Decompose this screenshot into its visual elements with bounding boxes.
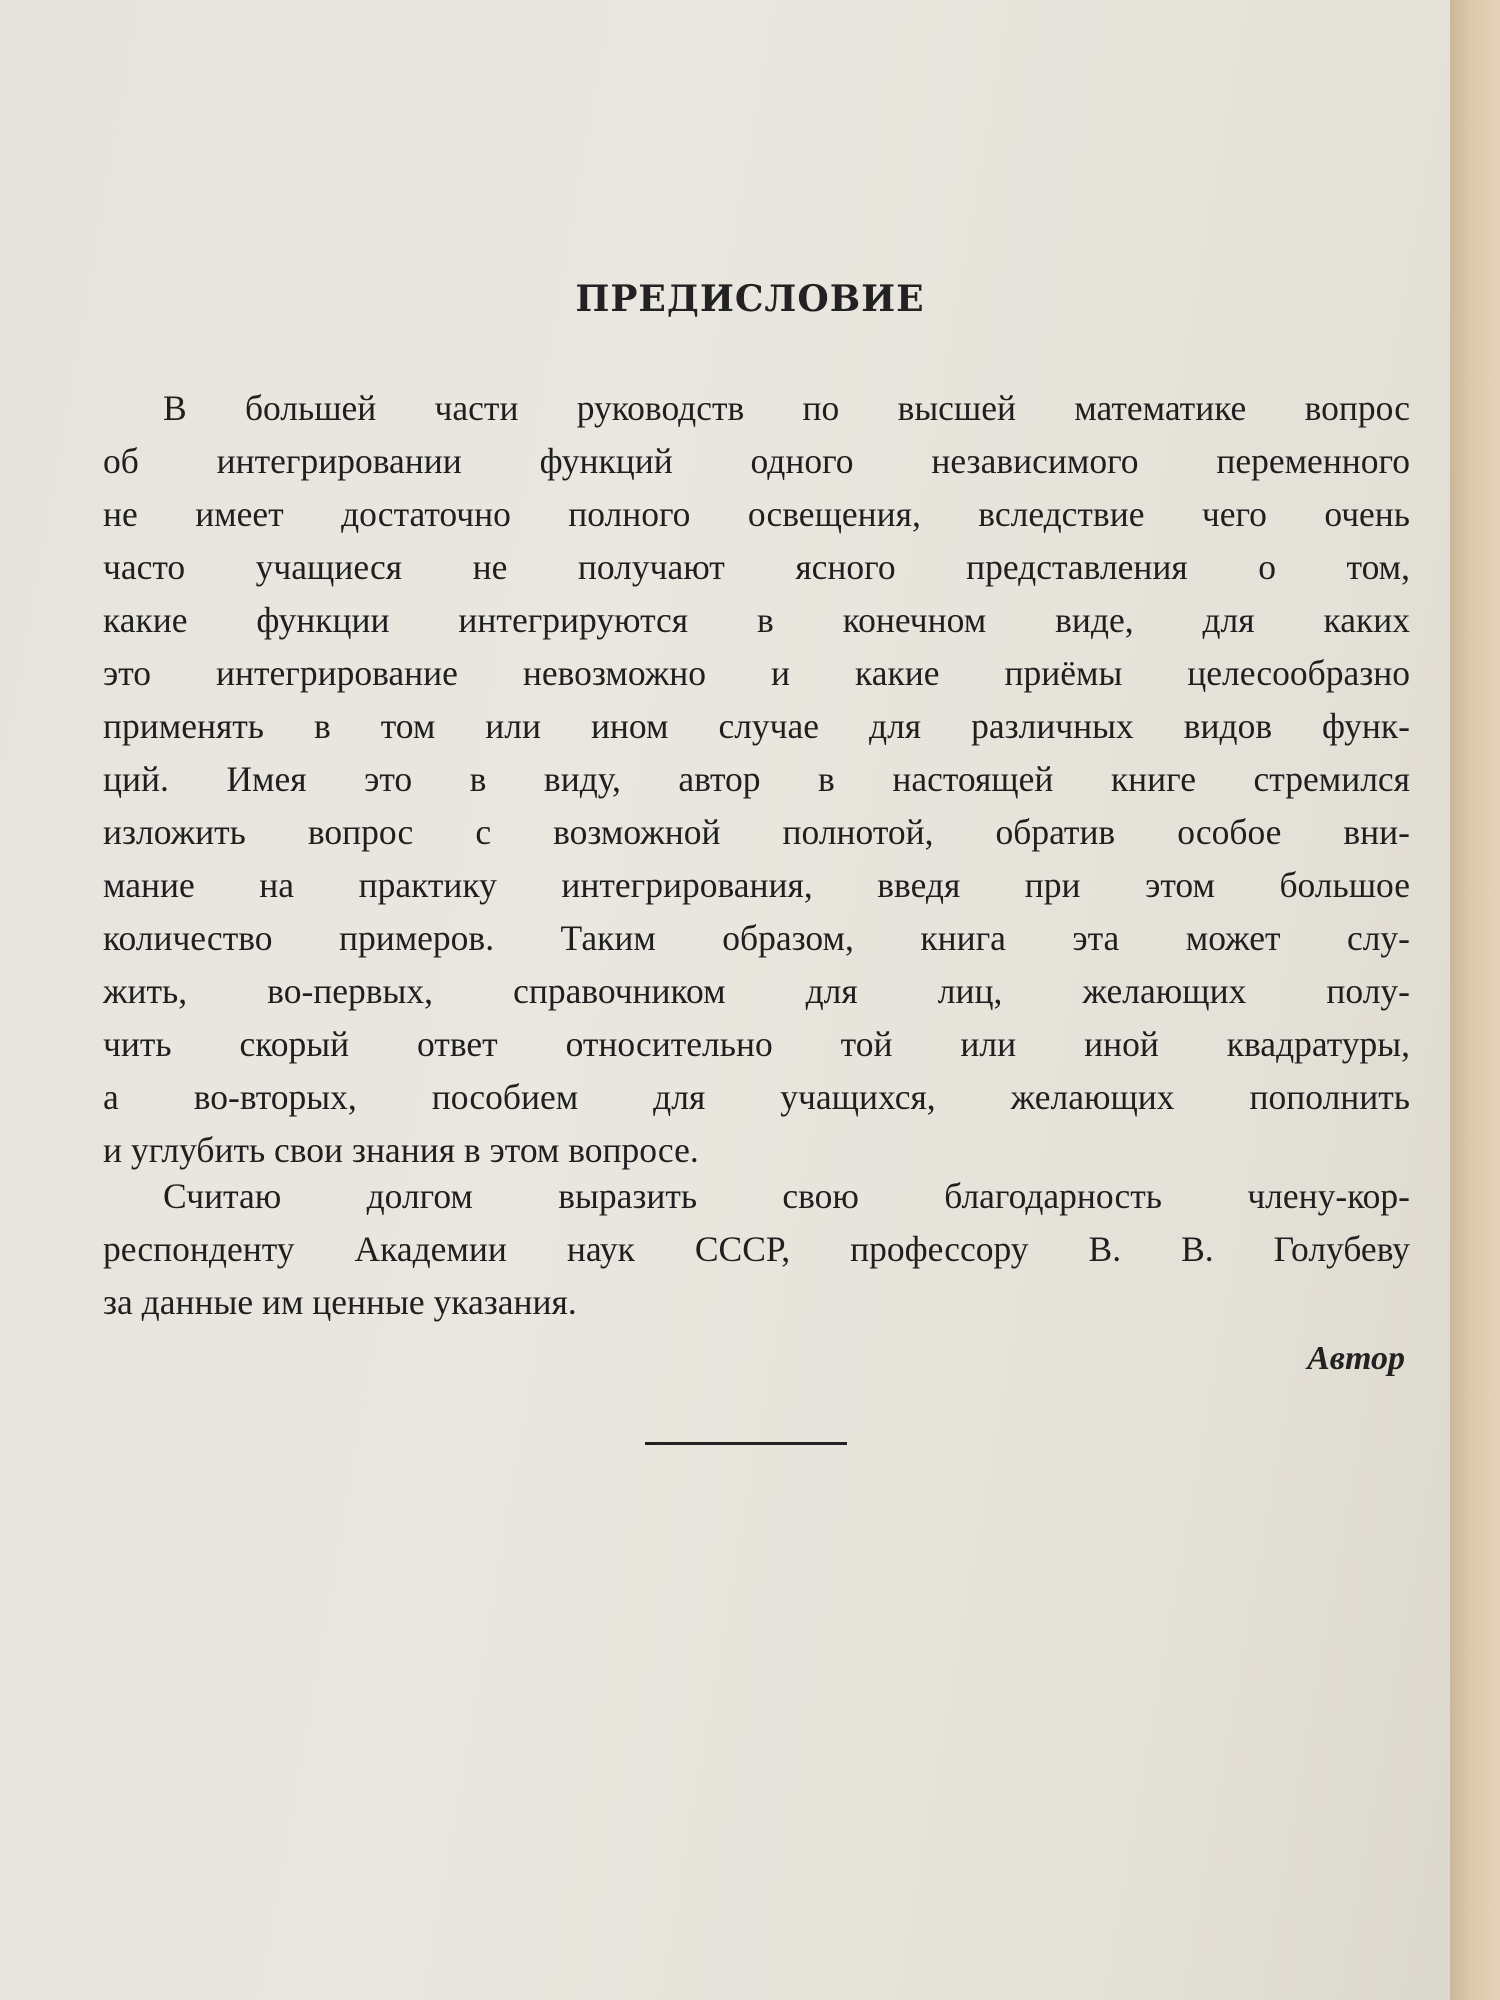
text-line: мание на практику интегрирования, введя при этом большое (103, 865, 1410, 905)
text-line: часто учащиеся не получают ясного представления о том, (103, 547, 1410, 587)
divider-rule (645, 1442, 847, 1445)
text-line: изложить вопрос с возможной полнотой, обратив особое вни- (103, 812, 1410, 852)
author-signature: Автор (1307, 1340, 1405, 1377)
text-line: не имеет достаточно полного освещения, вследствие чего очень (103, 494, 1410, 534)
text-line: жить, во-первых, справочником для лиц, желающих полу- (103, 971, 1410, 1011)
page-title: ПРЕДИСЛОВИЕ (575, 278, 925, 320)
text-line: Считаю долгом выразить свою благодарность члену-кор- (163, 1176, 1410, 1216)
preface-paragraph-2 (103, 1170, 1410, 1329)
text-line: В большей части руководств по высшей математике вопрос (163, 388, 1410, 428)
text-line: какие функции интегрируются в конечном виде, для каких (103, 600, 1410, 640)
text-line: количество примеров. Таким образом, книга эта может слу- (103, 918, 1410, 958)
preface-paragraph-1 (103, 382, 1410, 1177)
text-line: ций. Имея это в виду, автор в настоящей книге стремился (103, 759, 1410, 799)
text-line: это интегрирование невозможно и какие приёмы целесообразно (103, 653, 1410, 693)
text-line: об интегрировании функций одного независимого переменного (103, 441, 1410, 481)
text-line: применять в том или ином случае для различных видов функ- (103, 706, 1410, 746)
text-line: а во-вторых, пособием для учащихся, желающих пополнить (103, 1077, 1410, 1117)
text-line: за данные им ценные указания. (103, 1282, 577, 1322)
text-line: и углубить свои знания в этом вопросе. (103, 1130, 699, 1170)
text-line: респонденту Академии наук СССР, профессору В. В. Голубеву (103, 1229, 1410, 1269)
text-line: чить скорый ответ относительно той или иной квадратуры, (103, 1024, 1410, 1064)
